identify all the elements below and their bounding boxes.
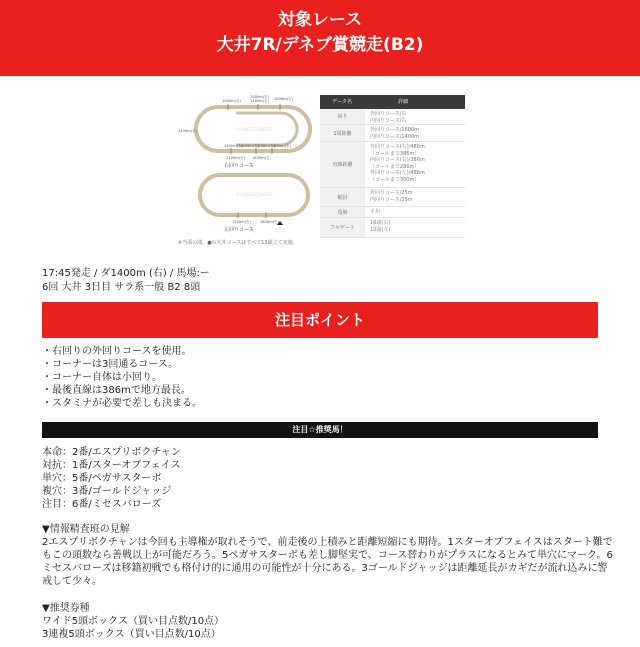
outer-watermark: OI RACECOURSE [236,128,274,133]
inner-course-label: 左回りコース [224,227,254,233]
table-row [320,207,465,218]
table-row-key: 1周距離 [320,125,365,141]
list-item: 本命：2番/エスプリボクチャン [42,447,182,458]
table-header-value: 詳細 [398,99,409,105]
table-row [320,188,465,207]
analysis-line: ミセスバローズは移籍初戦でも格付け的に通用の可能性が十分にある。3ゴールドジャッジは距離延長がカギだが流れ込みに警 [42,563,608,574]
list-item: ・右回りの外回りコースを使用。 [42,346,192,357]
table-header-key: データ名 [332,99,353,105]
table-row [320,218,465,238]
list-item: 対抗：1番/スターオブフェイス [42,460,181,471]
list-item: 3連複5頭ボックス（買い目点数/10点） [42,629,221,640]
top-banner [0,0,640,76]
table-row [320,109,465,125]
list-item: ・コーナー自体は小回り。 [42,372,162,383]
course-map-note: ※当面の間、●の大井コースはすべて13頭立て実施。 [178,240,298,246]
dist-bottom-2: 1650m(右) [252,156,272,160]
table-row-value: 平坦 [370,209,381,215]
table-row-key: 回り [320,109,365,124]
table-row-value: 外回りコース/右 内回りコース/右 [370,111,407,124]
dist-left: 1400m(右) [178,129,198,133]
dist-mid-1: 1500m(右) [224,144,244,148]
table-header-row [320,95,465,109]
list-item: 単穴：5番/ペガサスターボ [42,473,162,484]
table-row-value: 外回りコース/25m 内回りコース/25m [370,190,413,203]
bets-list [42,615,224,641]
analysis-line: 戒して少々。 [42,576,102,587]
points-list [42,345,202,410]
dist-bottom-1: 1100m(右) [226,156,246,160]
race-name-heading: 大井7R/デネブ賞競走(B2) [216,35,424,55]
table-row-key: 馬場 [320,207,365,217]
race-info [42,267,210,295]
analysis-line: 2エスプリボクチャンは今回も主導権が取れそうで、前走後の上積みと距離短縮にも期待。1スターオブフェイスはスタート難で [42,537,613,548]
points-heading: 注目ポイント [42,302,598,338]
list-item: 注目：6番/ミセスバローズ [42,499,162,510]
target-race-heading: 対象レース [277,10,363,30]
dist-mid-4: 1800m(右) [272,144,292,148]
picks-list [42,446,181,511]
table-row [320,142,465,188]
table-row-key: フルゲート [320,218,365,237]
list-item: 複穴：3番/ゴールドジャッジ [42,486,172,497]
inner-watermark: OI RACECOURSE [236,193,274,198]
analysis-heading: ▼情報精査班の見解 [42,524,130,535]
dist-top-2: 2000m(右) [250,95,270,99]
dist-top-3: 1400m(右) [250,99,270,103]
table-row-value: 外回りコース(右)/486m （ゴールまで386m） 内回りコース(右)/386m （ゴールまで286m） 外回りコース(左)/486m （ゴールまで300m） [370,144,425,183]
analysis-line: もこの頭数なら善戦以上が可能だろう。5ペガサスターボも差し脚堅実で、コース替わりがプラスになるとみて単穴にマーク。6 [42,550,613,561]
dist-top-4: 1800m(右) [274,97,294,101]
course-map [176,95,316,253]
list-item: ワイド5頭ボックス（買い目点数/10点） [42,616,225,627]
bets-heading: ▼推奨券種 [42,603,90,614]
table-row-key: 直線距離 [320,142,365,187]
dist-lower-2: 1650m(左) [260,220,280,224]
race-info-line: 6回 大井 3日目 サラ系一般 B2 8頭 [42,282,201,293]
table-row-key: 幅員 [320,188,365,206]
outer-course-label: 右回りコース [224,163,254,169]
dist-mid-3: 1200m(右) [256,144,276,148]
list-item: ・コーナーは3回通るコース。 [42,359,179,370]
course-map-drawing [176,95,316,253]
table-row [320,125,465,142]
dist-lower-1: 1500m(左) [232,220,252,224]
list-item: ・スタミナが必要で差しも決まる。 [42,398,202,409]
table-row-value: 16頭(右) 12頭(左) [370,220,391,233]
list-item: ・最後直線は386mで地方最長。 [42,385,191,396]
analysis-text [42,536,613,588]
dist-mid-2: 1600m(右) [240,144,260,148]
dist-top-1: 1000m(右) [222,99,242,103]
table-row-value: 外回りコース/1600m 内回りコース/1400m [370,127,420,140]
race-info-line: 17:45発走 / ダ1400m (右) / 馬場:ー [42,268,210,279]
picks-heading: 注目☆推奨馬！ [42,422,598,438]
